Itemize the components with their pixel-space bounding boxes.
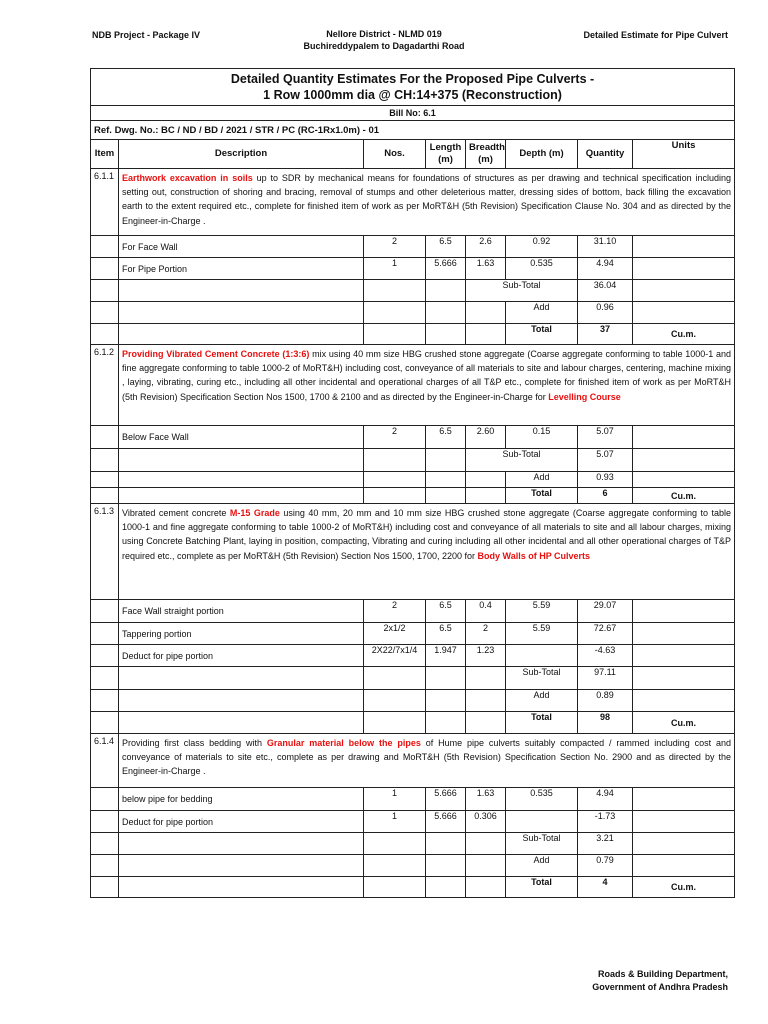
table-row <box>91 236 735 258</box>
total-row <box>91 712 735 734</box>
add-value: 0.96 <box>578 302 633 324</box>
add-value: 0.89 <box>578 690 633 712</box>
row-nos: 1 <box>364 811 426 833</box>
subtotal-value: 97.11 <box>578 667 633 690</box>
header-doc-title: Detailed Estimate for Pipe Culvert <box>583 30 728 40</box>
row-nos: 2X22/7x1/4 <box>364 645 426 667</box>
total-unit: Cu.m. <box>633 324 735 345</box>
footer-line-2: Government of Andhra Pradesh <box>592 982 728 992</box>
subtotal-row <box>91 449 735 472</box>
row-length: 6.5 <box>426 236 466 258</box>
header-project: NDB Project - Package IV <box>92 30 201 40</box>
add-label: Add <box>506 302 578 324</box>
add-row <box>91 690 735 712</box>
bill-number: Bill No: 6.1 <box>91 106 735 121</box>
add-label: Add <box>506 690 578 712</box>
table-row <box>91 811 735 833</box>
title-line-2: 1 Row 1000mm dia @ CH:14+375 (Reconstruction) <box>263 88 562 102</box>
row-desc: Face Wall straight portion <box>119 600 364 623</box>
row-length: 6.5 <box>426 600 466 623</box>
row-desc: below pipe for bedding <box>119 788 364 811</box>
total-value: 6 <box>578 488 633 504</box>
description-text: using 40 mm, 20 mm and 10 mm size HBG crushed stone aggregate (Coarse aggregate conforming to table 1000-1 and fine aggregate conforming to table 1000-2 of MoRT&H) including cost and conveyance of all materials to site and all labour charges, mixing using Concrete Batching Plant, laying in position, compacting, Vibrating and curing including all other incidental and all other operational charges of T&P required etc., complete as per MoRT&H (5th Revision) Section Nos 1500, 1700, 2200 for <box>122 508 732 561</box>
table-row <box>91 645 735 667</box>
total-value: 37 <box>578 324 633 345</box>
row-depth: 5.59 <box>506 600 578 623</box>
description-text: up to SDR by mechanical means for foundations of structures as per drawing and technical specification including setting out, construction of shoring and bracing, removal of stumps and other deleterious matter, dressing sides of bottom, back filling the excavation earth to the extent required etc., complete for finished item of work as per MoRT&H (5th Revision) Specification Clause No. 304 and as directed by the Engineer-in-Charge . <box>122 173 732 226</box>
total-row <box>91 324 735 345</box>
footer-line-1: Roads & Building Department, <box>597 969 728 979</box>
row-quantity: 31.10 <box>578 236 633 258</box>
item-number: 6.1.1 <box>91 169 119 236</box>
add-row <box>91 302 735 324</box>
table-row <box>91 426 735 449</box>
row-nos: 1 <box>364 258 426 280</box>
description-text: Providing first class bedding with <box>122 738 267 748</box>
col-item: Item <box>91 140 119 169</box>
row-depth: 0.92 <box>506 236 578 258</box>
highlight-text: M-15 Grade <box>229 508 280 518</box>
subtotal-label: Sub-Total <box>506 667 578 690</box>
row-depth: 0.15 <box>506 426 578 449</box>
total-unit: Cu.m. <box>633 488 735 504</box>
footer-department <box>592 968 728 994</box>
title-line-1: Detailed Quantity Estimates For the Proposed Pipe Culverts - <box>230 72 595 86</box>
item-number: 6.1.2 <box>91 345 119 426</box>
row-breadth: 2 <box>466 623 506 645</box>
row-quantity: 29.07 <box>578 600 633 623</box>
row-quantity: -4.63 <box>578 645 633 667</box>
row-depth: 5.59 <box>506 623 578 645</box>
highlight-text: Levelling Course <box>548 391 621 402</box>
highlight-text: Granular material below the pipes <box>266 738 421 748</box>
add-label: Add <box>506 855 578 877</box>
description-text: of Hume pipe culverts suitably compacted / rammed including cost and conveyance of materials to site etc., complete as per drawing and MoRT&H (5th Revision) Specification Section No. 2900 and as directed by the Engineer-in-Charge . <box>122 738 732 777</box>
add-value: 0.79 <box>578 855 633 877</box>
row-breadth: 1.63 <box>466 788 506 811</box>
total-unit: Cu.m. <box>633 877 735 898</box>
col-units: Units <box>633 140 735 169</box>
item-description <box>119 504 735 600</box>
subtotal-value: 5.07 <box>578 449 633 472</box>
col-nos: Nos. <box>364 140 426 169</box>
row-nos: 2x1/2 <box>364 623 426 645</box>
subtotal-value: 3.21 <box>578 833 633 855</box>
add-value: 0.93 <box>578 472 633 488</box>
row-desc: Tappering portion <box>119 623 364 645</box>
row-quantity: 4.94 <box>578 258 633 280</box>
row-desc: Below Face Wall <box>119 426 364 449</box>
add-row <box>91 472 735 488</box>
estimate-table <box>90 68 735 898</box>
row-nos: 2 <box>364 236 426 258</box>
highlight-text: Earthwork excavation in soils <box>122 173 253 183</box>
highlight-text: Body Walls of HP Culverts <box>477 550 591 561</box>
total-unit: Cu.m. <box>633 712 735 734</box>
row-length: 5.666 <box>426 258 466 280</box>
col-depth: Depth (m) <box>506 140 578 169</box>
subtotal-label: Sub-Total <box>466 280 578 302</box>
col-description: Description <box>119 140 364 169</box>
row-length: 6.5 <box>426 623 466 645</box>
row-length: 5.666 <box>426 788 466 811</box>
row-breadth: 0.4 <box>466 600 506 623</box>
add-label: Add <box>506 472 578 488</box>
total-value: 4 <box>578 877 633 898</box>
total-label: Total <box>506 324 578 345</box>
total-value: 98 <box>578 712 633 734</box>
col-breadth: Breadth (m) <box>466 140 506 169</box>
table-row <box>91 623 735 645</box>
row-breadth: 1.23 <box>466 645 506 667</box>
row-quantity: 5.07 <box>578 426 633 449</box>
column-header-row <box>91 140 735 169</box>
row-breadth: 1.63 <box>466 258 506 280</box>
header-district-line2: Buchireddypalem to Dagadarthi Road <box>303 41 465 51</box>
subtotal-value: 36.04 <box>578 280 633 302</box>
row-nos: 2 <box>364 600 426 623</box>
item-description <box>119 345 735 426</box>
row-desc: For Face Wall <box>119 236 364 258</box>
row-desc: For Pipe Portion <box>119 258 364 280</box>
row-desc: Deduct for pipe portion <box>119 645 364 667</box>
row-depth <box>506 645 578 667</box>
table-row <box>91 600 735 623</box>
row-breadth: 2.6 <box>466 236 506 258</box>
subtotal-row <box>91 833 735 855</box>
item-number: 6.1.3 <box>91 504 119 600</box>
row-nos: 1 <box>364 788 426 811</box>
header-district-line1: Nellore District - NLMD 019 <box>326 29 442 39</box>
item-description <box>119 734 735 788</box>
total-label: Total <box>506 712 578 734</box>
total-label: Total <box>506 488 578 504</box>
total-label: Total <box>506 877 578 898</box>
row-nos: 2 <box>364 426 426 449</box>
row-quantity: 4.94 <box>578 788 633 811</box>
description-text: mix using 40 mm size HBG crushed stone aggregate (Coarse aggregate conforming to table 1000-1 and fine aggregate conforming to table 1000-2 of MoRT&H) including cost, conveyance of all materials to site and labour charges, centering, machine mixing , laying, vibrating, curing etc., including all other incidental and operational charges of all T&P etc., complete for finished item of work as per MoRT&H (5th Revision) Specification Section Nos 1500, 1700 & 2100 and as directed by the Engineer-in-Charge for <box>122 349 732 402</box>
row-quantity: -1.73 <box>578 811 633 833</box>
row-desc: Deduct for pipe portion <box>119 811 364 833</box>
description-text: Vibrated cement concrete <box>122 508 230 518</box>
item-number: 6.1.4 <box>91 734 119 788</box>
highlight-text: Providing Vibrated Cement Concrete (1:3:6) <box>122 349 310 359</box>
row-length: 6.5 <box>426 426 466 449</box>
subtotal-row <box>91 667 735 690</box>
row-depth: 0.535 <box>506 788 578 811</box>
total-row <box>91 488 735 504</box>
subtotal-label: Sub-Total <box>466 449 578 472</box>
row-length: 1.947 <box>426 645 466 667</box>
subtotal-label: Sub-Total <box>506 833 578 855</box>
col-length: Length (m) <box>426 140 466 169</box>
item-description <box>119 169 735 236</box>
row-breadth: 2.60 <box>466 426 506 449</box>
estimate-title <box>91 69 735 106</box>
subtotal-row <box>91 280 735 302</box>
row-breadth: 0.306 <box>466 811 506 833</box>
row-quantity: 72.67 <box>578 623 633 645</box>
col-quantity: Quantity <box>578 140 633 169</box>
total-row <box>91 877 735 898</box>
table-row <box>91 788 735 811</box>
reference-drawing: Ref. Dwg. No.: BC / ND / BD / 2021 / STR / PC (RC-1Rx1.0m) - 01 <box>91 121 735 140</box>
row-length: 5.666 <box>426 811 466 833</box>
add-row <box>91 855 735 877</box>
row-depth <box>506 811 578 833</box>
row-depth: 0.535 <box>506 258 578 280</box>
table-row <box>91 258 735 280</box>
